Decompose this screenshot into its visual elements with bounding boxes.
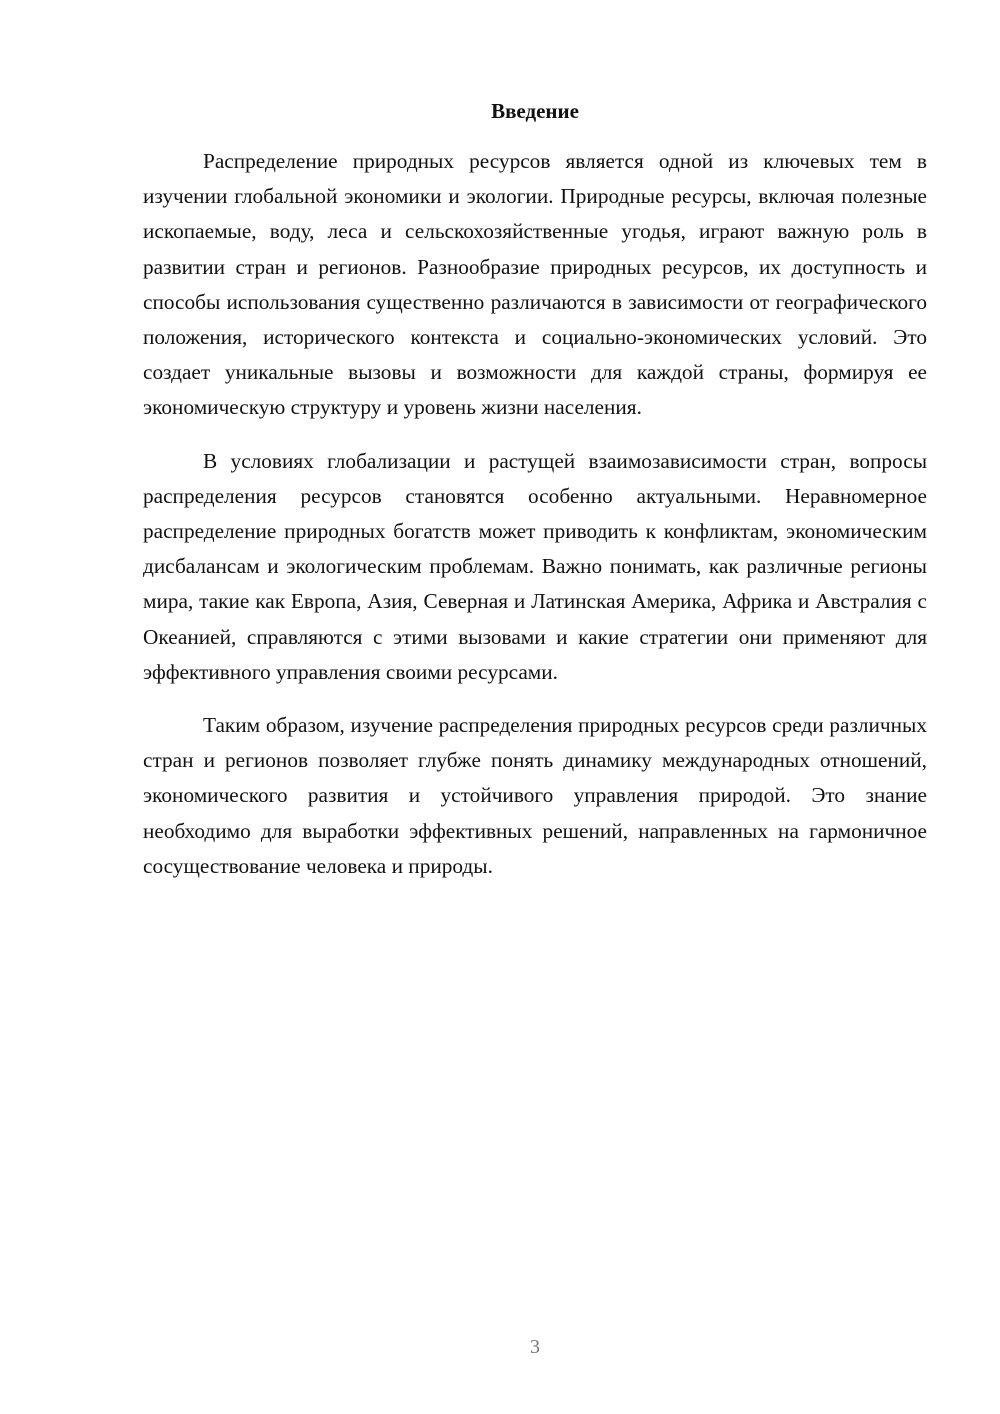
page-number: 3: [530, 1336, 540, 1358]
paragraph-2: В условиях глобализации и растущей взаимозависимости стран, вопросы распределения ресурсов становятся особенно актуальными. Неравномерное распределение природных богатств может приводить к конфликтам, экономическим дисбалансам и экологическим проблемам. Важно понимать, как различные регионы мира, такие как Европа, Азия, Северная и Латинская Америка, Африка и Австралия с Океанией, справляются с этими вызовами и какие стратегии они применяют для эффективного управления своими ресурсами.: [143, 448, 927, 684]
document-body: [143, 144, 927, 902]
page-title: Введение: [491, 99, 579, 123]
paragraph-3: Таким образом, изучение распределения природных ресурсов среди различных стран и регионов позволяет глубже понять динамику международных отношений, экономического развития и устойчивого управления природой. Это знание необходимо для выработки эффективных решений, направленных на гармоничное сосуществование человека и природы.: [143, 713, 927, 878]
paragraph-1: Распределение природных ресурсов является одной из ключевых тем в изучении глобальной экономики и экологии. Природные ресурсы, включая полезные ископаемые, воду, леса и сельскохозяйственные угодья, играют важную роль в развитии стран и регионов. Разнообразие природных ресурсов, их доступность и способы использования существенно различаются в зависимости от географического положения, исторического контекста и социально-экономических условий. Это создает уникальные вызовы и возможности для каждой страны, формируя ее экономическую структуру и уровень жизни населения.: [143, 149, 927, 420]
